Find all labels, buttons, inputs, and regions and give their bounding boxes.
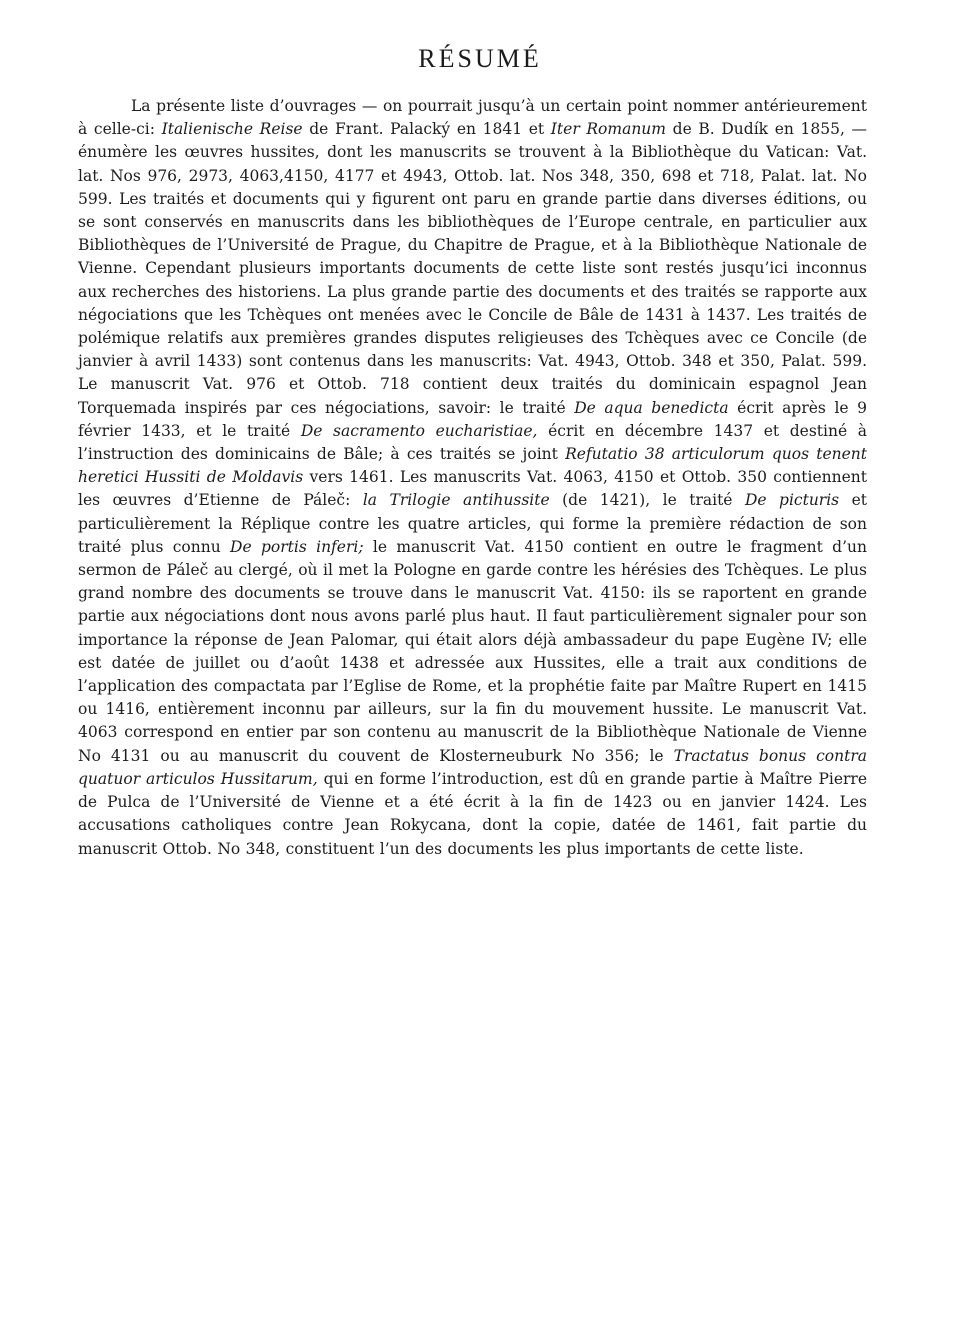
italic-title-trilogie: la Trilogie antihussite xyxy=(362,491,550,510)
italic-title-de-aqua-benedicta: De aqua benedicta xyxy=(574,398,729,417)
text-run: et particulièrement la Réplique contre les quatre articles, qui forme la première rédaction de son traité plus connu xyxy=(78,491,867,556)
italic-title-refutatio: Refutatio 38 articulorum quos tenent heretici Hussiti de Moldavis xyxy=(78,445,867,487)
italic-title-italienische-reise: Italienische Reise xyxy=(161,120,303,139)
text-run: (de 1421), le traité xyxy=(549,491,745,510)
summary-paragraph xyxy=(78,95,867,861)
italic-title-de-portis-inferi: De portis inferi; xyxy=(230,537,364,556)
italic-title-iter-romanum: Iter Romanum xyxy=(550,120,666,139)
text-run: vers 1461. Les manuscrits Vat. 4063, 4150 et Ottob. 350 contiennent les œuvres d’Etienne de Páleč: xyxy=(78,468,867,510)
text-run: de Frant. Palacký en 1841 et xyxy=(302,120,551,139)
italic-title-de-picturis: De picturis xyxy=(744,491,840,510)
text-run: écrit en décembre 1437 et destiné à l’instruction des dominicains de Bâle; à ces traités se joint xyxy=(78,421,867,464)
page-title: RÉSUMÉ xyxy=(418,44,542,73)
text-run: La présente liste d’ouvrages — on pourrait jusqu’à un certain point nommer antérieurement à celle-ci: xyxy=(78,97,867,139)
text-run: écrit après le 9 février 1433, et le traité xyxy=(78,398,867,440)
text-run: qui en forme l’introduction, est dû en grande partie à Maître Pierre de Pulca de l’Université de Vienne et a été écrit à la fin de 1423 ou en janvier 1424. Les accusations catholiques contre Jean Rokycana, dont la copie, datée de 1461, fait partie du manuscrit Ottob. No 348, constituent l’un des documents les plus importants de cette liste. xyxy=(78,769,867,858)
italic-title-tractatus-bonus: Tractatus bonus contra quatuor articulos Hussitarum, xyxy=(78,746,867,788)
italic-title-de-sacramento: De sacramento eucharistiae, xyxy=(300,421,538,440)
text-run: le manuscrit Vat. 4150 contient en outre le fragment d’un sermon de Páleč au clergé, où il met la Pologne en garde contre les hérésies des Tchèques. Le plus grand nombre des documents se trouve dans le manuscrit Vat. 4150: ils se raportent en grande partie aux négociations dont nous avons parlé plus haut. Il faut particulièrement signaler pour son importance la réponse de Jean Palomar, qui était alors déjà ambassadeur du pape Eugène IV; elle est datée de juillet ou d’août 1438 et adressée aux Hussites, elle a trait aux conditions de l’application des compactata par l’Eglise de Rome, et la prophétie faite par Maître Rupert en 1415 ou 1416, entièrement inconnu par ailleurs, sur la fin du mouvement hussite. Le manuscrit Vat. 4063 correspond en entier par son contenu au manuscrit de la Bibliothèque Nationale de Vienne No 4131 ou au manuscrit du couvent de Klosterneuburk No 356; le xyxy=(78,537,867,765)
text-run: de B. Dudík en 1855, — énumère les œuvres hussites, dont les manuscrits se trouvent à la Bibliothèque du Vatican: Vat. lat. Nos 976, 2973, 4063,4150, 4177 et 4943, Ottob. lat. Nos 348, 350, 698 et 718, Palat. lat. No 599. Les traités et documents qui y figurent ont paru en grande partie dans diverses éditions, ou se sont conservés en manuscrits dans les bibliothèques de l’Europe centrale, en particulier aux Bibliothèques de l’Université de Prague, du Chapitre de Prague, et à la Bibliothèque Nationale de Vienne. Cependant plusieurs importants documents de cette liste sont restés jusqu’ici inconnus aux recherches des historiens. La plus grande partie des documents et des traités se rapporte aux négociations que les Tchèques ont menées avec le Concile de Bâle de 1431 à 1437. Les traités de polémique relatifs aux premières grandes disputes religieuses des Tchèques avec ce Concile (de janvier à avril 1433) sont contenus dans les manuscrits: Vat. 4943, Ottob. 348 et 350, Palat. 599. Le manuscrit Vat. 976 et Ottob. 718 contient deux traités du dominicain espagnol Jean Torquemada inspirés par ces négociations, savoir: le traité xyxy=(78,120,868,417)
